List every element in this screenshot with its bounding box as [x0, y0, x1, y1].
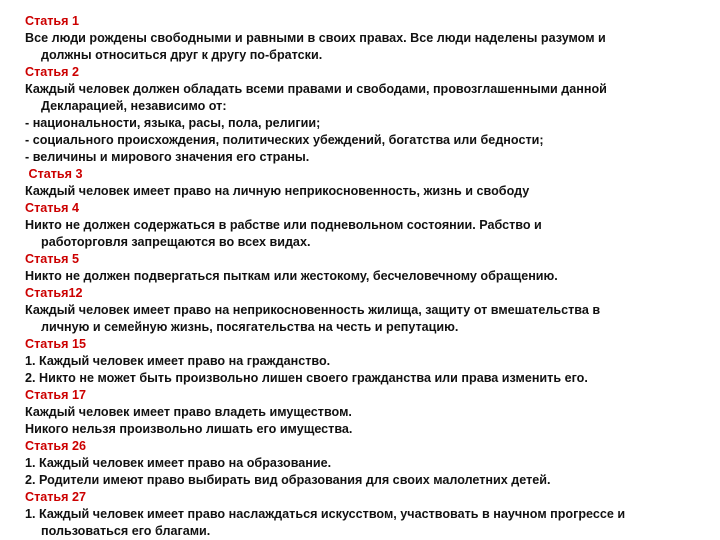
article-text-line: 2. Родители имеют право выбирать вид образования для своих малолетних детей.: [25, 473, 551, 487]
article-text-line: работорговля запрещаются во всех видах.: [41, 235, 311, 249]
article-heading: Статья 26: [25, 439, 87, 453]
article-text-line: 2. Никто не может быть произвольно лишен своего гражданства или права изменить его.: [25, 371, 588, 385]
article-heading: Статья 17: [25, 388, 87, 402]
article-text-line: Каждый человек имеет право владеть имуществом.: [25, 405, 352, 419]
article-text-line: 1. Каждый человек имеет право на гражданство.: [25, 354, 331, 368]
article-text-line: Декларацией, независимо от:: [41, 99, 227, 113]
article-heading: Статья 4: [25, 201, 80, 215]
article-text-line: 1. Каждый человек имеет право на образование.: [25, 456, 332, 470]
article-heading: Статья 27: [25, 490, 87, 504]
article-text-line: должны относиться друг к другу по-братски.: [41, 48, 323, 62]
article-heading: Статья 2: [25, 65, 80, 79]
article-heading: Статья12: [25, 286, 83, 300]
article-text-line: личную и семейную жизнь, посягательства на честь и репутацию.: [41, 320, 459, 334]
document-text: [25, 13, 705, 540]
article-text-line: 1. Каждый человек имеет право наслаждаться искусством, участвовать в научном прогрессе и: [25, 507, 626, 521]
article-text-line: Никто не должен содержаться в рабстве или подневольном состоянии. Рабство и: [25, 218, 542, 232]
article-text-line: - национальности, языка, расы, пола, религии;: [25, 116, 321, 130]
article-text-line: Каждый человек имеет право на личную неприкосновенность, жизнь и свободу: [25, 184, 530, 198]
article-heading: Статья 5: [25, 252, 80, 266]
article-text-line: - величины и мирового значения его страны.: [25, 150, 310, 164]
article-heading: Статья 3: [25, 167, 83, 181]
article-text-line: Никого нельзя произвольно лишать его имущества.: [25, 422, 353, 436]
article-text-line: Все люди рождены свободными и равными в своих правах. Все люди наделены разумом и: [25, 31, 606, 45]
article-heading: Статья 15: [25, 337, 87, 351]
article-text-line: пользоваться его благами.: [41, 524, 211, 538]
article-heading: Статья 1: [25, 14, 80, 28]
article-text-line: - социального происхождения, политических убеждений, богатства или бедности;: [25, 133, 544, 147]
article-text-line: Каждый человек должен обладать всеми правами и свободами, провозглашенными данной: [25, 82, 607, 96]
article-text-line: Никто не должен подвергаться пыткам или жестокому, бесчеловечному обращению.: [25, 269, 558, 283]
article-text-line: Каждый человек имеет право на неприкосновенность жилища, защиту от вмешательства в: [25, 303, 601, 317]
